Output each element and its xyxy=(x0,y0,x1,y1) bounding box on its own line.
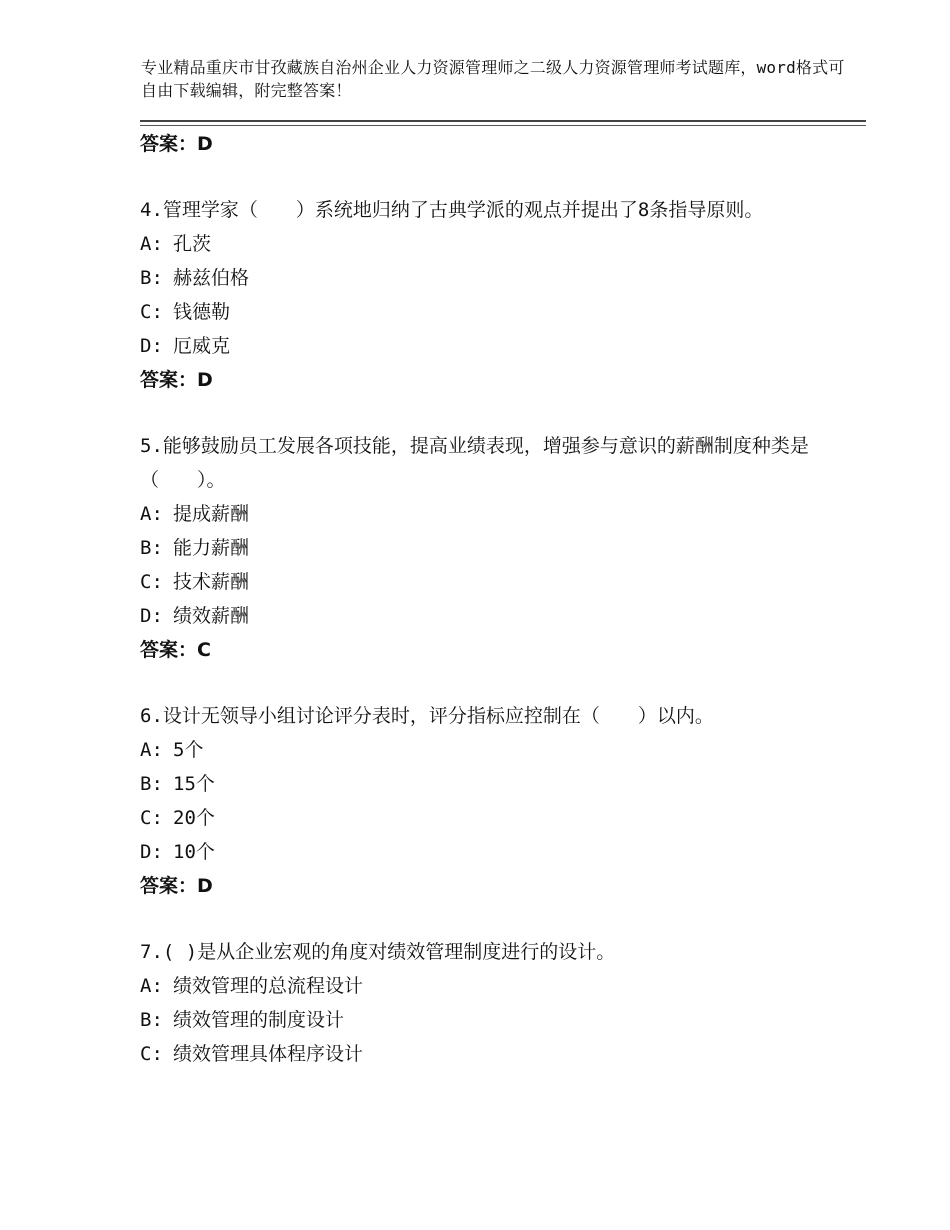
option-text: 厄威克 xyxy=(173,335,231,357)
option-text: 绩效管理具体程序设计 xyxy=(173,1043,364,1065)
option-key: D: xyxy=(140,841,163,863)
option-text: 绩效管理的总流程设计 xyxy=(173,975,364,997)
question-stem: 4.管理学家（ ）系统地归纳了古典学派的观点并提出了8条指导原则。 xyxy=(140,199,764,221)
option-key: A: xyxy=(140,739,163,761)
option-key: B: xyxy=(140,773,163,795)
option-text: 提成薪酬 xyxy=(173,503,250,525)
option-a xyxy=(140,497,870,531)
option-text: 10个 xyxy=(173,841,215,863)
question-5 xyxy=(140,429,870,667)
option-text: 绩效管理的制度设计 xyxy=(173,1009,345,1031)
question-list xyxy=(140,127,870,1071)
option-key: A: xyxy=(140,233,163,255)
question-stem: 7.( )是从企业宏观的角度对绩效管理制度进行的设计。 xyxy=(140,941,616,963)
previous-question-answer: 答案：D xyxy=(140,133,213,155)
option-b xyxy=(140,531,870,565)
option-key: C: xyxy=(140,571,163,593)
option-a xyxy=(140,733,870,767)
header-divider-thin xyxy=(140,125,866,126)
document-header: 专业精品重庆市甘孜藏族自治州企业人力资源管理师之二级人力资源管理师考试题库，word格式可自由下载编辑，附完整答案！ xyxy=(141,58,845,100)
option-key: B: xyxy=(140,267,163,289)
option-b xyxy=(140,767,870,801)
option-key: A: xyxy=(140,503,163,525)
option-a xyxy=(140,969,870,1003)
option-b xyxy=(140,1003,870,1037)
option-text: 15个 xyxy=(173,773,215,795)
question-stem: 6.设计无领导小组讨论评分表时，评分指标应控制在（ ）以内。 xyxy=(140,705,714,727)
option-d xyxy=(140,835,870,869)
option-key: D: xyxy=(140,605,163,627)
option-key: B: xyxy=(140,537,163,559)
answer-label: 答案：D xyxy=(140,875,213,897)
option-text: 5个 xyxy=(173,739,204,761)
header-divider-thick xyxy=(140,120,866,122)
option-key: D: xyxy=(140,335,163,357)
option-a xyxy=(140,227,870,261)
option-c xyxy=(140,801,870,835)
option-key: C: xyxy=(140,807,163,829)
question-7 xyxy=(140,935,870,1071)
option-d xyxy=(140,329,870,363)
question-stem: 5.能够鼓励员工发展各项技能，提高业绩表现，增强参与意识的薪酬制度种类是（ ）。 xyxy=(140,435,809,491)
answer-label: 答案：D xyxy=(140,369,213,391)
option-text: 绩效薪酬 xyxy=(173,605,250,627)
option-text: 能力薪酬 xyxy=(173,537,250,559)
option-d xyxy=(140,599,870,633)
question-4 xyxy=(140,193,870,397)
option-text: 20个 xyxy=(173,807,215,829)
answer-label: 答案：C xyxy=(140,639,211,661)
option-key: B: xyxy=(140,1009,163,1031)
option-text: 孔茨 xyxy=(173,233,212,255)
option-text: 钱德勒 xyxy=(173,301,231,323)
question-6 xyxy=(140,699,870,903)
option-key: C: xyxy=(140,301,163,323)
option-key: A: xyxy=(140,975,163,997)
option-c xyxy=(140,565,870,599)
option-key: C: xyxy=(140,1043,163,1065)
option-text: 技术薪酬 xyxy=(173,571,250,593)
option-c xyxy=(140,295,870,329)
option-c xyxy=(140,1037,870,1071)
option-text: 赫兹伯格 xyxy=(173,267,250,289)
option-b xyxy=(140,261,870,295)
